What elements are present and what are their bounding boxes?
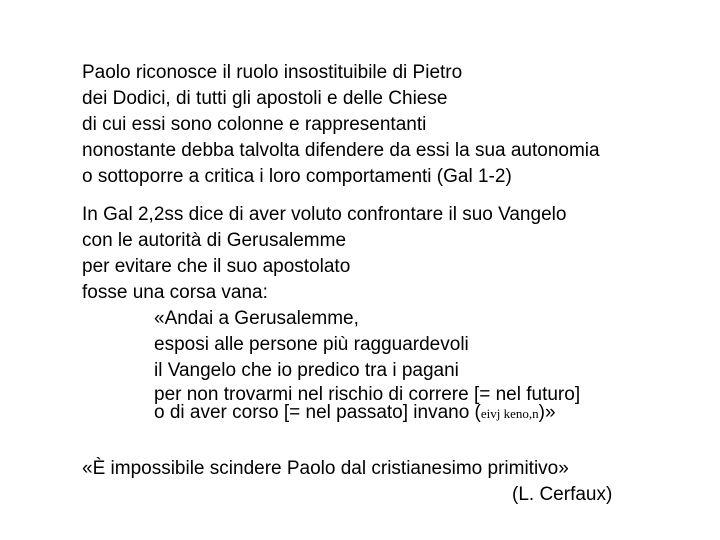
quote-close: )» [538,402,556,423]
paragraph-2-line-1: In Gal 2,2ss dice di aver voluto confrontare il suo Vangelo [82,204,567,225]
quote-line-3: il Vangelo che io predico tra i pagani [154,360,459,381]
paragraph-1-line-5: o sottoporre a critica i loro comportamenti (Gal 1-2) [82,166,512,187]
quote-line-4: per non trovarmi nel rischio di correre [= nel futuro] [154,384,581,405]
paragraph-2-line-4: fosse una corsa vana: [82,282,268,303]
paragraph-1-line-4: nonostante debba talvolta difendere da essi la sua autonomia [82,140,600,161]
quote-line-2: esposi alle persone più ragguardevoli [154,334,469,355]
citation: «È impossibile scindere Paolo dal cristianesimo primitivo» [82,458,569,479]
quote-line-5-text: o di aver corso [= nel passato] invano ( [154,402,481,423]
quote-line-5 [154,402,556,425]
greek-term: eivj keno,n [480,406,539,421]
citation-author: (L. Cerfaux) [512,484,613,505]
paragraph-1-line-3: di cui essi sono colonne e rappresentanti [82,114,427,135]
paragraph-1-line-1: Paolo riconosce il ruolo insostituibile di Pietro [82,62,463,83]
quote-line-1: «Andai a Gerusalemme, [154,308,359,329]
paragraph-1-line-2: dei Dodici, di tutti gli apostoli e delle Chiese [82,88,448,109]
paragraph-2-line-2: con le autorità di Gerusalemme [82,230,347,251]
paragraph-2-line-3: per evitare che il suo apostolato [82,256,351,277]
